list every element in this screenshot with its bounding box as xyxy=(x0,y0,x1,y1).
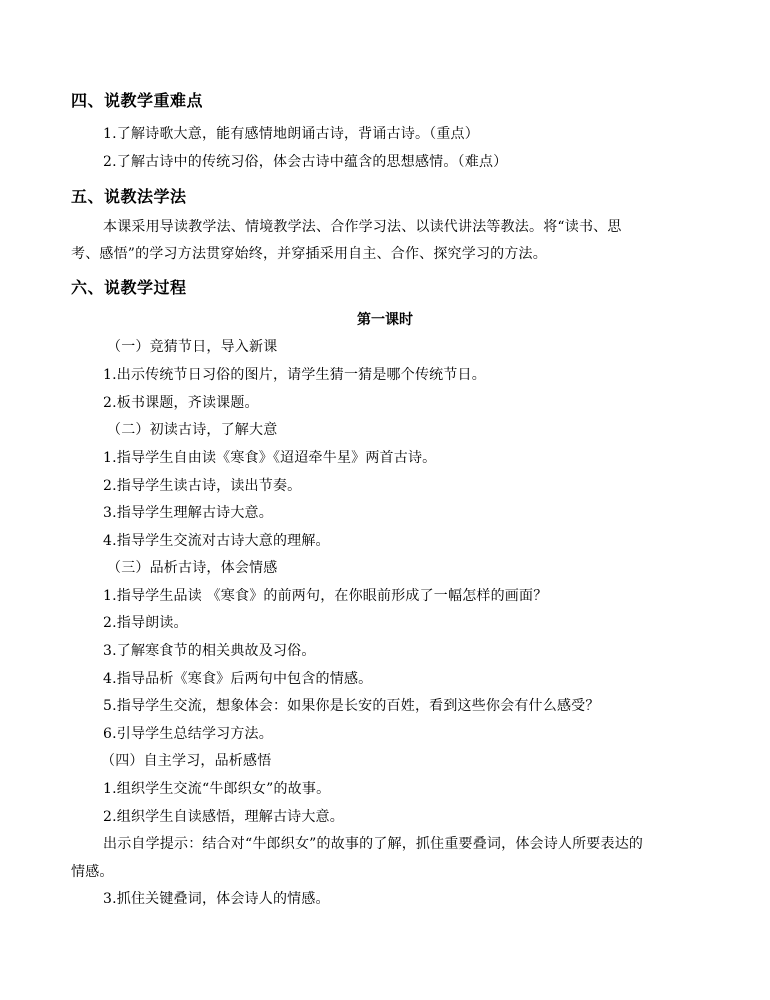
part1-title: （一）竞猜节日，导入新课 xyxy=(107,339,278,355)
part3-item-5: 5.指导学生交流，想象体会：如果你是长安的百姓，看到这些你会有什么感受？ xyxy=(103,698,600,714)
part4-item-3: 3.抓住关键叠词，体会诗人的情感。 xyxy=(103,891,330,907)
section4-item-1: 1.了解诗歌大意，能有感情地朗诵古诗，背诵古诗。（重点） xyxy=(103,126,479,142)
part3-item-1: 1.指导学生品读 《寒食》的前两句，在你眼前形成了一幅怎样的画面？ xyxy=(103,588,548,604)
part3-item-6: 6.引导学生总结学习方法。 xyxy=(103,726,273,742)
section-heading-4: 四、说教学重难点 xyxy=(71,91,204,110)
part4-item-1: 1.组织学生交流“牛郎织女”的故事。 xyxy=(103,781,331,797)
part2-item-1: 1.指导学生自由读《寒食》《迢迢牵牛星》两首古诗。 xyxy=(103,450,437,466)
part1-item-2: 2.板书课题，齐读课题。 xyxy=(103,395,259,411)
section-heading-5: 五、说教法学法 xyxy=(71,187,187,206)
part4-title: （四）自主学习，品析感悟 xyxy=(101,753,272,769)
part4-hint-line-2: 情感。 xyxy=(71,864,114,880)
lesson-title: 第一课时 xyxy=(357,312,413,328)
part2-title: （二）初读古诗，了解大意 xyxy=(107,422,278,438)
part2-item-4: 4.指导学生交流对古诗大意的理解。 xyxy=(103,533,330,549)
section5-paragraph-line-2: 考、感悟”的学习方法贯穿始终，并穿插采用自主、合作、探究学习的方法。 xyxy=(71,246,547,262)
part4-hint-line-1: 出示自学提示：结合对“牛郎织女”的故事的了解，抓住重要叠词，体会诗人所要表达的 xyxy=(103,836,644,852)
part3-title: （三）品析古诗，体会情感 xyxy=(107,560,278,576)
part3-item-3: 3.了解寒食节的相关典故及习俗。 xyxy=(103,643,316,659)
section5-paragraph-line-1: 本课采用导读教学法、情境教学法、合作学习法、以读代讲法等教法。将“读书、思 xyxy=(103,219,622,235)
part3-item-4: 4.指导品析《寒食》后两句中包含的情感。 xyxy=(103,671,373,687)
part3-item-2: 2.指导朗读。 xyxy=(103,615,188,631)
section4-item-2: 2.了解古诗中的传统习俗，体会古诗中蕴含的思想感情。（难点） xyxy=(103,154,508,170)
section-heading-6: 六、说教学过程 xyxy=(71,278,187,297)
part2-item-2: 2.指导学生读古诗，读出节奏。 xyxy=(103,478,302,494)
part2-item-3: 3.指导学生理解古诗大意。 xyxy=(103,505,273,521)
part1-item-1: 1.出示传统节日习俗的图片，请学生猜一猜是哪个传统节日。 xyxy=(103,367,486,383)
part4-item-2: 2.组织学生自读感悟，理解古诗大意。 xyxy=(103,809,344,825)
